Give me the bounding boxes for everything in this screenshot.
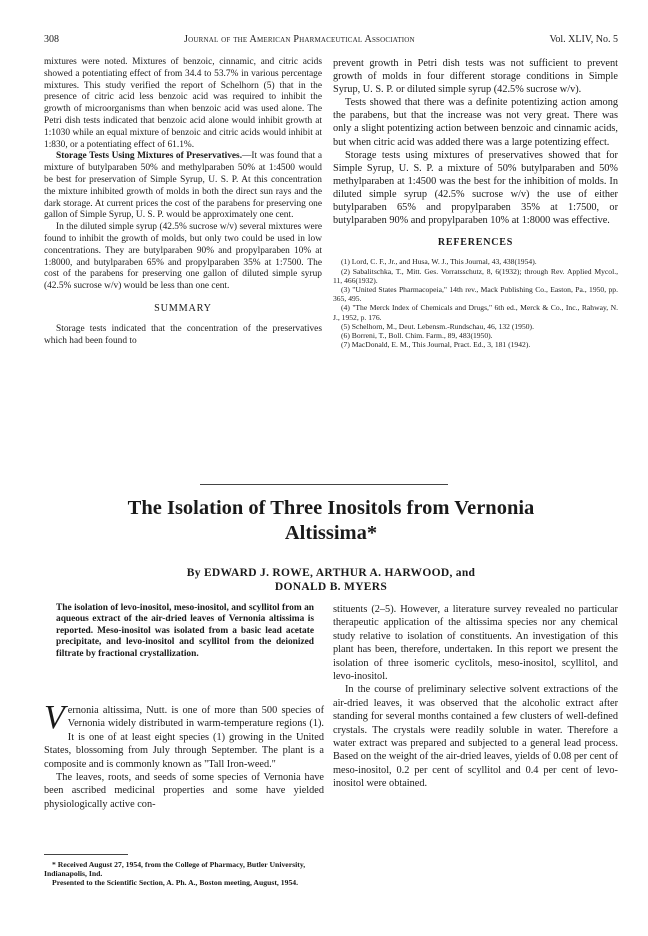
author-line: DONALD B. MYERS [274, 581, 388, 593]
title-line: Altissima* [284, 522, 378, 544]
footnotes [44, 860, 324, 888]
reference-item: (1) Lord, C. F., Jr., and Husa, W. J., This Journal, 43, 438(1954). [341, 257, 537, 267]
page-number: 308 [44, 34, 59, 45]
paragraph: Storage tests indicated that the concentration of the preservatives which had been found to [44, 323, 322, 346]
reference-list [333, 257, 618, 349]
paragraph: stituents (2–5). However, a literature survey revealed no particular therapeutic application of the altissima species nor any chemical study relative to isolation of constituents. An investigation of this plant has been, therefore, undertaken. In this report we present the isolation of three isomeric cyclitols, meso-inositol, scyllitol, and levo-inositol. [333, 604, 618, 683]
abstract: The isolation of levo-inositol, meso-inositol, and scyllitol from an aqueous extract of the air-dried leaves of Vernonia altissima is reported. Meso-inositol was isolated from a basic lead acetate precipitate, and levo-inositol and scyllitol from the deionized filtrate by fractional crystallization. [56, 603, 314, 659]
intro-paragraph [44, 699, 324, 771]
volume-issue: Vol. XLIV, No. 5 [549, 34, 618, 45]
paragraph: Storage tests using mixtures of preservatives showed that for Simple Syrup, U. S. P. a mixture of 50% butylparaben and 50% methylparaben at 1:4500 was the best for the inhibition of molds. In diluted simple syrup (42.5% sucrose w/v) the use of either butylparaben 65% and propylparaben 35% at 1:7500, or butylparaben 90% and propylparaben 10% at 1:8000 was effective. [333, 149, 618, 227]
reference-item: (2) Sabalitschka, T., Mitt. Ges. Vorratsschutz, 8, 6(1932); through Rev. Applied Mycol., 11, 466(1932). [333, 266, 618, 285]
article-right-column [333, 603, 618, 791]
article-left-column [44, 699, 324, 811]
article-title [44, 496, 618, 546]
paragraph-body: —It was found that a mixture of butylparaben 50% and methylparaben 50% at 1:4500 would be best for preservation of Simple Syrup, U. S. P. At this concentration the mixture inhibited growth of molds in both the direct sun rays and the dark storage. At current prices the cost of the parabens for preserving one gallon of Simple Syrup, U. S. P. would be approximately one cent. [44, 151, 322, 221]
section-divider [200, 484, 448, 485]
paragraph: prevent growth in Petri dish tests was not sufficient to prevent growth of molds in four different storage conditions in Simple Syrup, U. S. P. or diluted simple syrup (42.5% sucrose w/v). [333, 58, 618, 96]
author-line: By EDWARD J. ROWE, ARTHUR A. HARWOOD, and [186, 567, 476, 579]
footnote-rule [44, 854, 128, 855]
paragraph: mixtures were noted. Mixtures of benzoic, cinnamic, and citric acids showed a potentiating effect of from 34.4 to 53.7% in various percentage mixtures. This study verified the report of Schelhorn (5) that in the presence of citric acid less benzoic acid was required to inhibit the growth of microorganisms than when benzoic acid was used alone. The Petri dish tests indicated that benzoic acid alone would inhibit growth at 1:1030 while an equal mixture of benzoic and citric acids would inhibit at 1:830, or a potentiating effect of 61.1%. [44, 57, 322, 150]
reference-item: (6) Borreni, T., Boll. Chim. Farm., 89, 483(1950). [341, 330, 493, 340]
journal-title: Journal of the American Pharmaceutical Association [184, 34, 415, 45]
author-byline [44, 566, 618, 594]
paragraph: In the course of preliminary selective solvent extractions of the air-dried leaves, it was observed that the alcoholic extract after standing for several months contained a few clusters of well-defined crystals. The crystals were readily soluble in water. Therefore a water extract was prepared and subjected to a general lead process. Based on the weight of the air-dried leaves, yields of 0.08 per cent of meso-inositol, 0.2 per cent of scyllitol and 0.4 per cent of levo-inositol were obtained. [333, 684, 618, 790]
paragraph [44, 151, 322, 222]
reference-item: (4) "The Merck Index of Chemicals and Drugs," 6th ed., Merck & Co., Inc., Rahway, N. J., 1952, p. 176. [333, 303, 618, 322]
references-heading: REFERENCES [437, 237, 514, 249]
title-line: The Isolation of Three Inositols from Vernonia [127, 497, 535, 519]
paragraph: The leaves, roots, and seeds of some species of Vernonia have been ascribed medicinal properties and some have yielded physiologically active con- [44, 772, 324, 810]
running-header [44, 34, 618, 48]
paragraph: Tests showed that there was a definite potentizing action among the parabens, but that the increase was not very great. There was only a slight potentizing action between benzoic and cinnamic acids, but when citric acid was added there was a large potentizing effect. [333, 97, 618, 148]
footnote: * Received August 27, 1954, from the College of Pharmacy, Butler University, Indianapolis, Ind. [44, 860, 306, 879]
paragraph-body: ernonia altissima, Nutt. is one of more than 500 species of Vernonia widely distributed in warm-temperature regions (1). It is one of at least eight species (1) growing in the United States, blossoming from July through September. The plant is a composite and is commonly known as "Tall Iron-weed." [44, 705, 324, 770]
subsection-heading: Storage Tests Using Mixtures of Preservatives. [56, 151, 243, 162]
reference-item: (5) Schelhorn, M., Deut. Lebensm.-Rundschau, 46, 132 (1950). [341, 321, 534, 331]
drop-cap: V [44, 699, 65, 736]
reference-item: (3) "United States Pharmacopeia," 14th rev., Mack Publishing Co., Easton, Pa., 1950, pp. 365, 495. [333, 284, 618, 304]
summary-heading: SUMMARY [154, 302, 212, 314]
reference-item: (7) MacDonald, E. M., This Journal, Pract. Ed., 3, 181 (1942). [341, 340, 531, 350]
paragraph: In the diluted simple syrup (42.5% sucrose w/v) several mixtures were found to inhibit the growth of molds, but only two could be used in low concentrations. They are butylparaben 90% and propylparaben 10% at 1:8000, and butylparaben 65% and propylparaben 35% at 1:7500. The cost of the parabens for preserving one gallon of diluted simple syrup (42.5% sucrose w/v) would be less than one cent. [44, 222, 322, 292]
footnote: Presented to the Scientific Section, A. Ph. A., Boston meeting, August, 1954. [52, 878, 299, 888]
prev-article-left-column [44, 57, 322, 347]
prev-article-right-column [333, 57, 618, 349]
